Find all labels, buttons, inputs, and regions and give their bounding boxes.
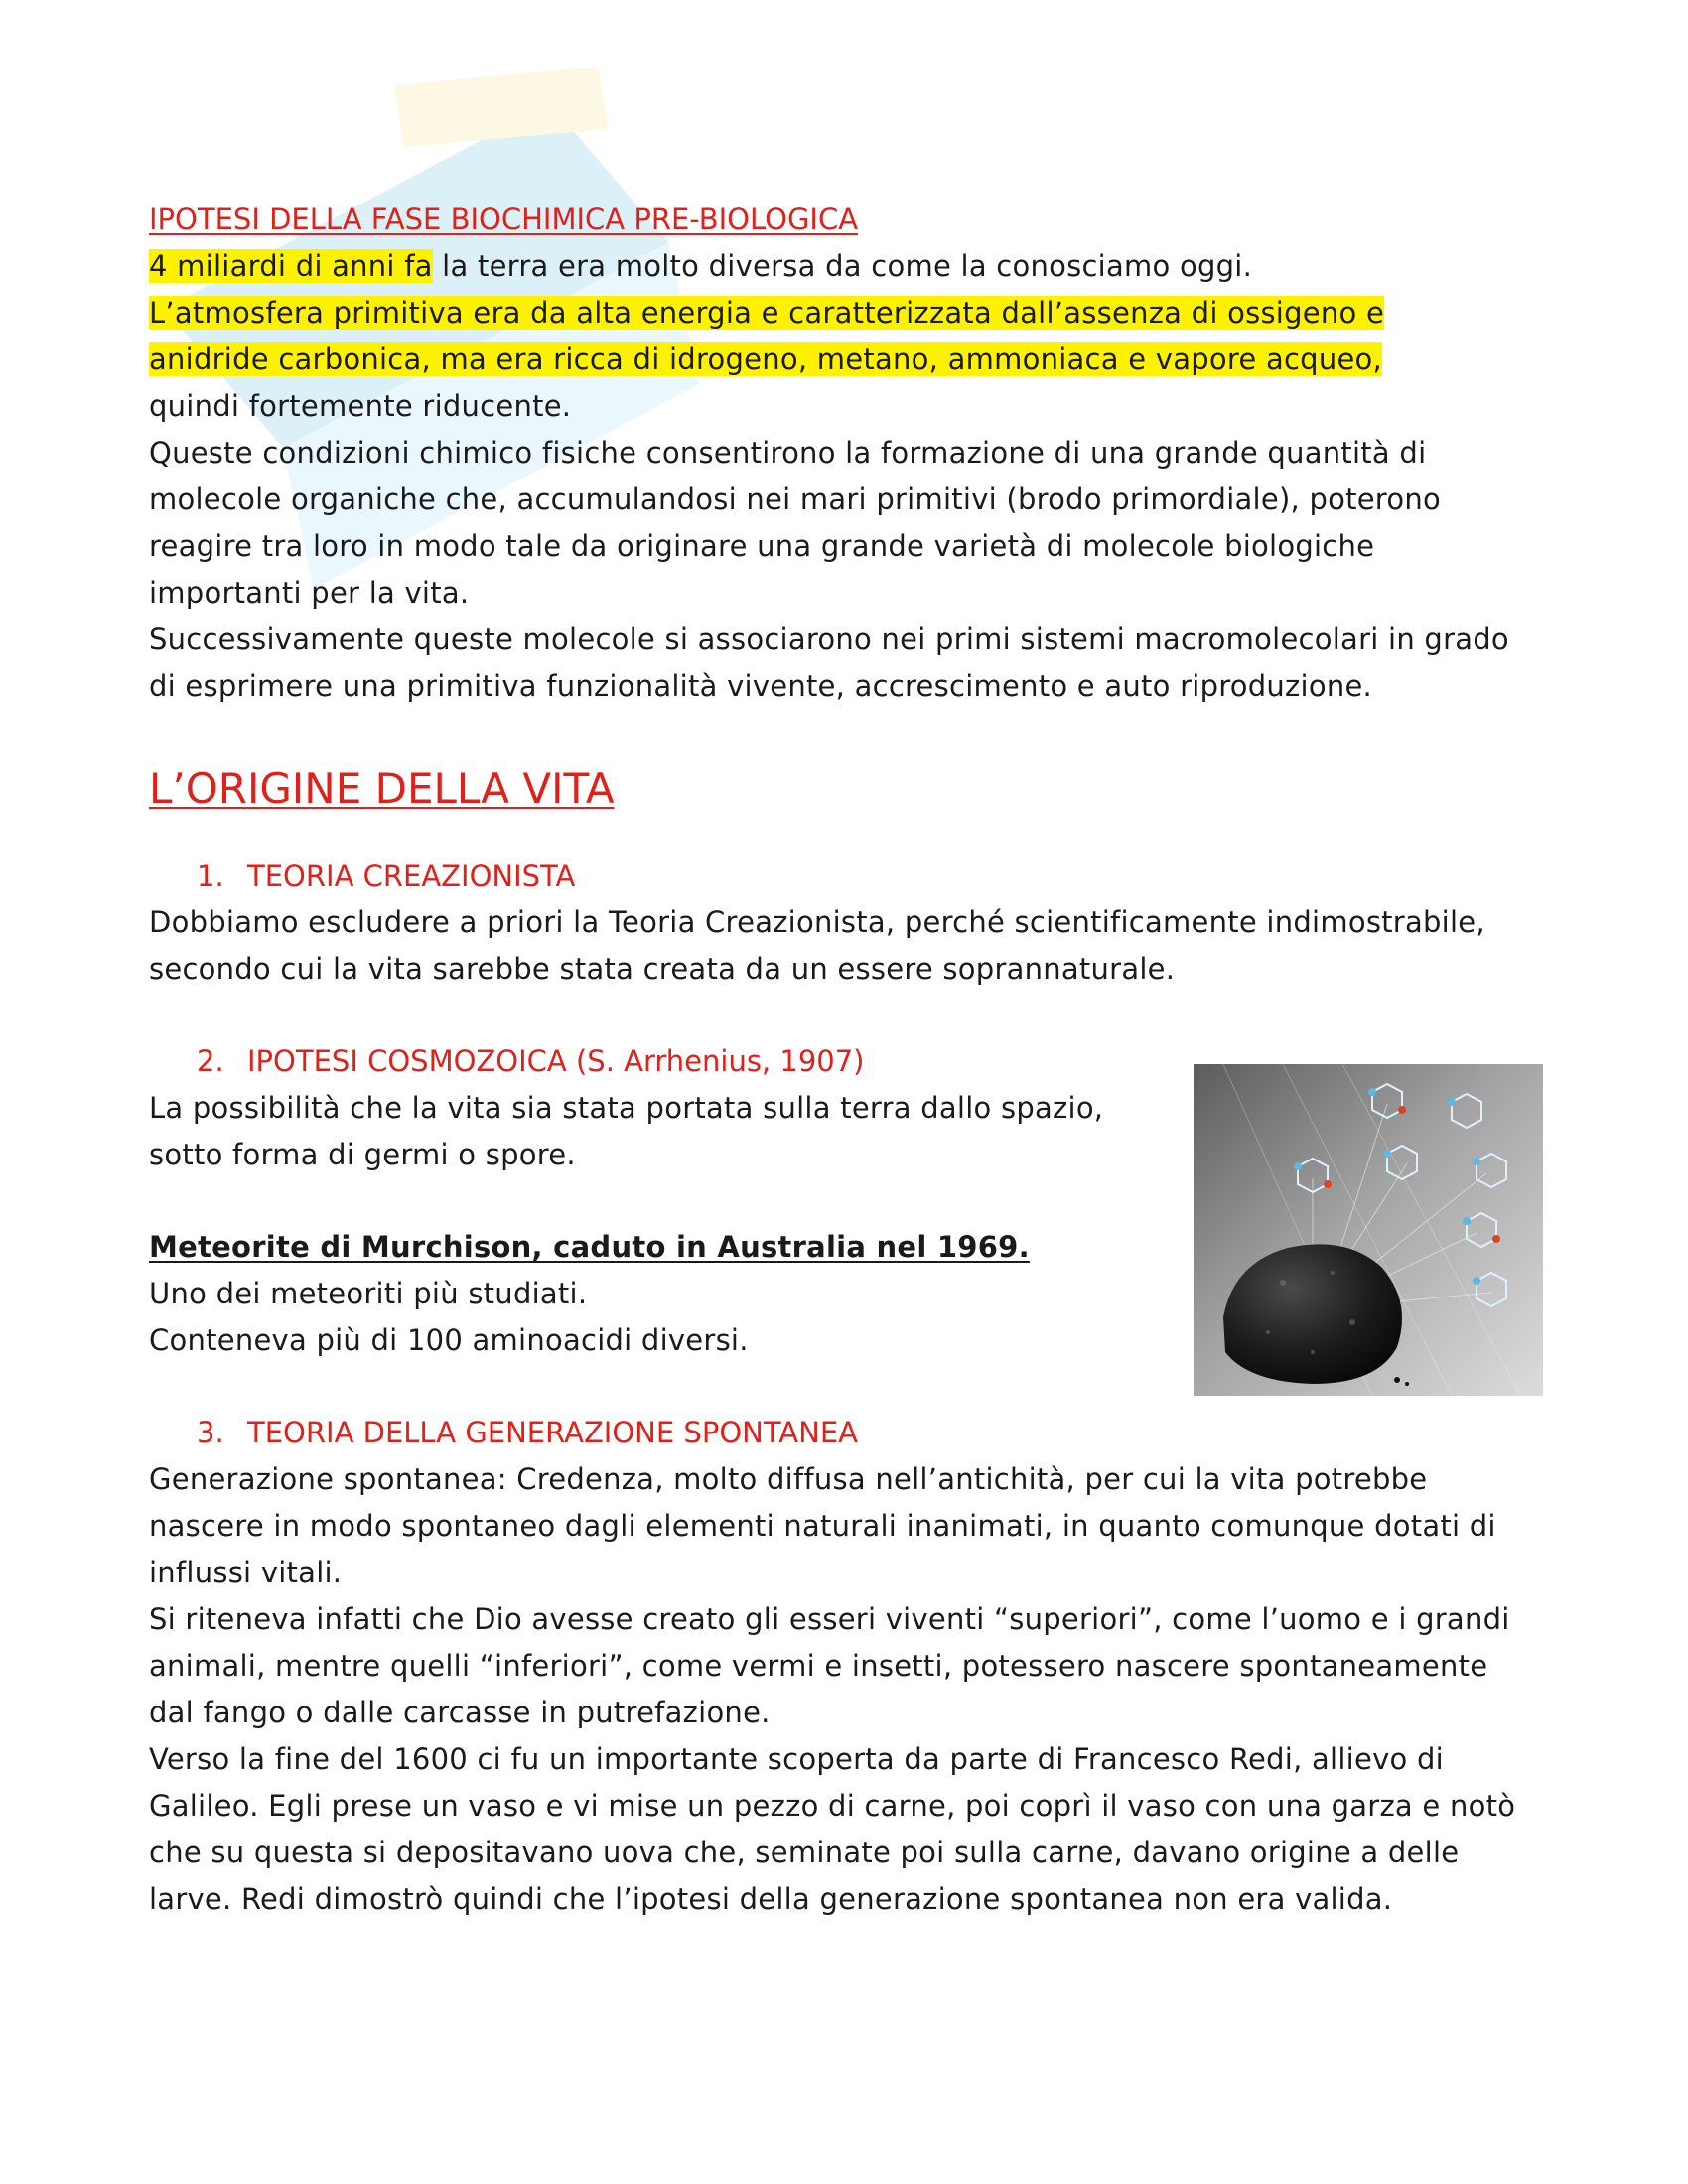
theory-3-title: 3. TEORIA DELLA GENERAZIONE SPONTANEA (197, 1416, 858, 1449)
highlight-text: L’atmosfera primitiva era da alta energia e caratterizzata dall’assenza di ossigeno e (149, 296, 1385, 330)
intro-paragraph (149, 243, 1539, 430)
main-heading: L’ORIGINE DELLA VITA (149, 764, 615, 813)
paragraph-conditions: Queste condizioni chimico fisiche consentirono la formazione di una grande quantità di molecole organiche che, accumulandosi nei mari primitivi (brodo primordiale), poterono reagire tra loro in modo tale da originare una grande varietà di molecole biologiche importanti per la vita. (149, 436, 1441, 610)
body-text: quindi fortemente riducente. (149, 389, 572, 423)
meteorite-image (1194, 1064, 1543, 1396)
highlight-text: 4 miliardi di anni fa (149, 249, 433, 283)
theory-1-text: Dobbiamo escludere a priori la Teoria Creazionista, perché scientificamente indimostrabile, secondo cui la vita sarebbe stata creata da un essere soprannaturale. (149, 905, 1485, 986)
theory-2-title: 2. IPOTESI COSMOZOICA (S. Arrhenius, 1907) (197, 1044, 865, 1078)
theory-1-title: 1. TEORIA CREAZIONISTA (197, 859, 576, 892)
theory-3-para-2: Si riteneva infatti che Dio avesse creato gli esseri viventi “superiori”, come l’uomo e i grandi animali, mentre quelli “inferiori”, come vermi e insetti, potessero nascere spontaneamente dal fango o dalle carcasse in putrefazione. (149, 1602, 1510, 1729)
highlight-text: anidride carbonica, ma era ricca di idrogeno, metano, ammoniaca e vapore acqueo, (149, 342, 1383, 376)
meteorite-line-1: Uno dei meteoriti più studiati. (149, 1277, 588, 1310)
theory-3-para-1: Generazione spontanea: Credenza, molto diffusa nell’antichità, per cui la vita potrebbe nascere in modo spontaneo dagli elementi naturali inanimati, in quanto comunque dotati di influssi vitali. (149, 1462, 1496, 1589)
body-text: la terra era molto diversa da come la conosciamo oggi. (432, 249, 1253, 283)
paragraph-macromolecules: Successivamente queste molecole si associarono nei primi sistemi macromolecolari in grado di esprimere una primitiva funzionalità vivente, accrescimento e auto riproduzione. (149, 622, 1509, 703)
document-page (149, 197, 1539, 1923)
section-heading-prebiological: IPOTESI DELLA FASE BIOCHIMICA PRE-BIOLOGICA (149, 203, 859, 236)
meteorite-title: Meteorite di Murchison, caduto in Australia nel 1969. (149, 1230, 1030, 1264)
theory-2-text: La possibilità che la vita sia stata portata sulla terra dallo spazio, sotto forma di germi o spore. (149, 1091, 1104, 1171)
theory-3-para-3: Verso la fine del 1600 ci fu un importante scoperta da parte di Francesco Redi, allievo di Galileo. Egli prese un vaso e vi mise un pezzo di carne, poi coprì il vaso con una garza e notò che su questa si depositavano uova che, seminate poi sulla carne, davano origine a delle larve. Redi dimostrò quindi che l’ipotesi della generazione spontanea non era valida. (149, 1742, 1516, 1916)
meteorite-line-2: Conteneva più di 100 aminoacidi diversi. (149, 1323, 749, 1357)
